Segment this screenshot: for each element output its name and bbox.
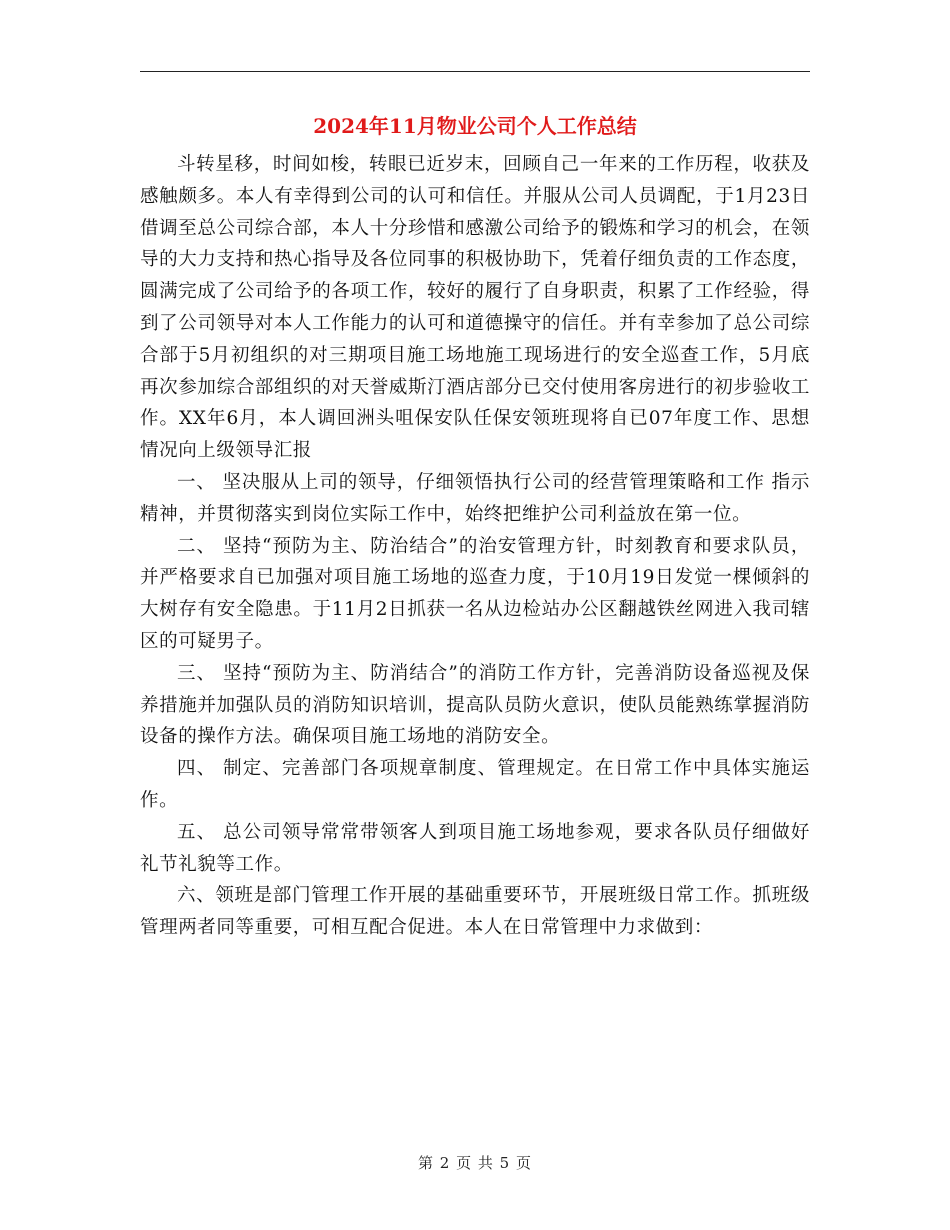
paragraph-item-2: 二、 坚持“预防为主、防治结合”的治安管理方针，时刻教育和要求队员，并严格要求自已加强对项目施工场地的巡查力度，于10月19日发觉一棵倾斜的大树存有安全隐患。于11月2日抓获一名从边检站办公区翻越铁丝网进入我司辖区的可疑男子。: [140, 535, 810, 652]
paragraph-item-1: 一、 坚决服从上司的领导，仔细领悟执行公司的经营管理策略和工作 指示精神，并贯彻落实到岗位实际工作中，始终把维护公司利益放在第一位。: [140, 471, 810, 525]
header-rule: [140, 71, 810, 72]
document-body: [140, 149, 810, 944]
page-number: 第 2 页 共 5 页: [418, 1154, 532, 1172]
paragraph-item-5: 五、 总公司领导常常带领客人到项目施工场地参观，要求各队员仔细做好礼节礼貌等工作。: [140, 821, 810, 875]
paragraph-item-3: 三、 坚持“预防为主、防消结合”的消防工作方针，完善消防设备巡视及保养措施并加强队员的消防知识培训，提高队员防火意识，使队员能熟练掌握消防设备的操作方法。确保项目施工场地的消防安全。: [140, 662, 810, 748]
paragraph-item-6: 六、领班是部门管理工作开展的基础重要环节，开展班级日常工作。抓班级管理两者同等重要，可相互配合促进。本人在日常管理中力求做到：: [140, 885, 810, 939]
paragraph-intro: 斗转星移，时间如梭，转眼已近岁末，回顾自己一年来的工作历程，收获及感触颇多。本人有幸得到公司的认可和信任。并服从公司人员调配，于1月23日借调至总公司综合部，本人十分珍惜和感激公司给予的锻炼和学习的机会，在领导的大力支持和热心指导及各位同事的积极协助下，凭着仔细负责的工作态度，圆满完成了公司给予的各项工作，较好的履行了自身职责，积累了工作经验，得到了公司领导对本人工作能力的认可和道德操守的信任。并有幸参加了总公司综合部于5月初组织的对三期项目施工场地施工现场进行的安全巡查工作，5月底再次参加综合部组织的对天誉威斯汀酒店部分已交付使用客房进行的初步验收工作。XX年6月，本人调回洲头咀保安队任保安领班现将自已07年度工作、思想情况向上级领导汇报: [140, 154, 810, 462]
paragraph-item-4: 四、 制定、完善部门各项规章制度、管理规定。在日常工作中具体实施运作。: [140, 758, 810, 811]
document-title: 2024年11月物业公司个人工作总结: [313, 114, 637, 138]
